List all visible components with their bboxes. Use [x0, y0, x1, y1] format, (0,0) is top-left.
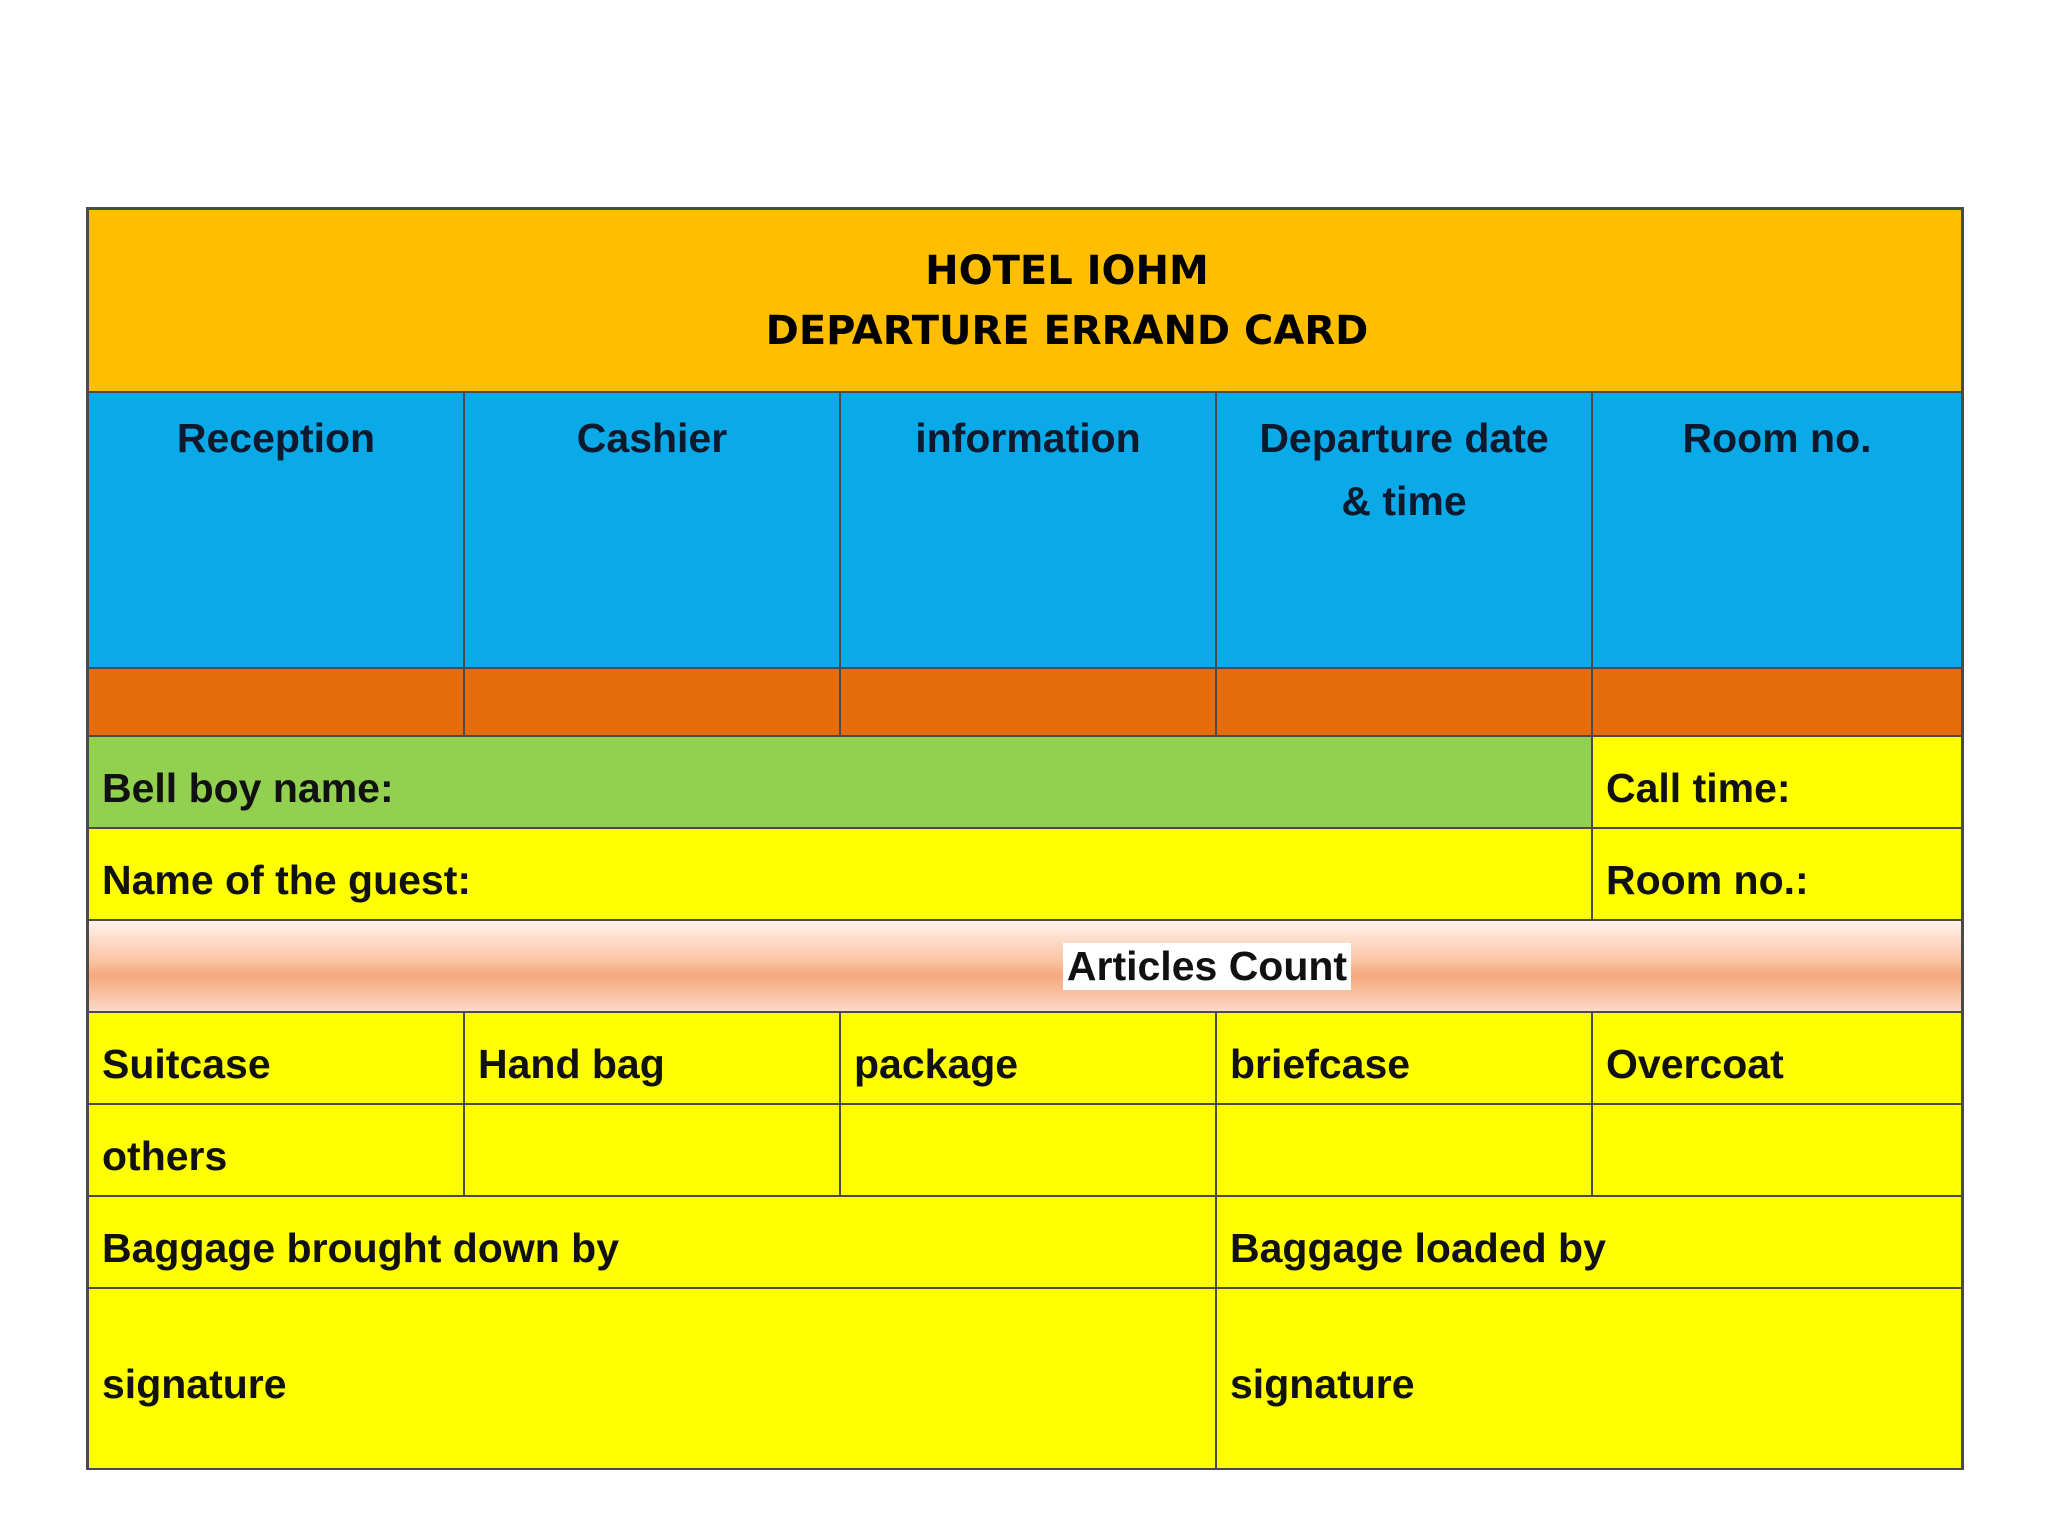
article-briefcase[interactable] — [1217, 1013, 1593, 1105]
article-overcoat-label: Overcoat — [1606, 1040, 1784, 1087]
card-name: DEPARTURE ERRAND CARD — [765, 307, 1369, 354]
guest-name-field[interactable] — [89, 829, 1593, 921]
reception-entry[interactable] — [89, 669, 465, 737]
header-departure-text: Departure date & time — [1259, 415, 1549, 524]
hotel-name: HOTEL IOHM — [925, 247, 1209, 294]
article-hand-bag[interactable] — [465, 1013, 841, 1105]
article-hand-bag-label: Hand bag — [478, 1040, 665, 1087]
room-no-entry[interactable] — [1593, 669, 1961, 737]
guest-room-no-field[interactable] — [1593, 829, 1961, 921]
others-entry-4[interactable] — [1593, 1105, 1961, 1197]
information-entry[interactable] — [841, 669, 1217, 737]
article-suitcase[interactable] — [89, 1013, 465, 1105]
articles-count-label: Articles Count — [1063, 943, 1351, 990]
card-title — [89, 210, 1961, 393]
baggage-loaded-field[interactable] — [1217, 1197, 1961, 1289]
call-time-field[interactable] — [1593, 737, 1961, 829]
bell-boy-field[interactable] — [89, 737, 1593, 829]
others-entry-3[interactable] — [1217, 1105, 1593, 1197]
others-entry-2[interactable] — [841, 1105, 1217, 1197]
cashier-entry[interactable] — [465, 669, 841, 737]
departure-entry[interactable] — [1217, 669, 1593, 737]
header-cashier: Cashier — [465, 393, 841, 669]
signature-right-label: signature — [1230, 1361, 1415, 1407]
baggage-brought-down-field[interactable] — [89, 1197, 1217, 1289]
article-others[interactable] — [89, 1105, 465, 1197]
baggage-loaded-label: Baggage loaded by — [1230, 1224, 1606, 1271]
guest-room-no-label: Room no.: — [1606, 856, 1809, 903]
header-room-no: Room no. — [1593, 393, 1961, 669]
header-departure-date-time — [1217, 393, 1593, 669]
article-package-label: package — [854, 1040, 1019, 1087]
bell-boy-label: Bell boy name: — [102, 764, 394, 811]
departure-errand-card — [86, 207, 1964, 1470]
call-time-label: Call time: — [1606, 764, 1791, 811]
articles-count-banner — [89, 921, 1961, 1013]
signature-left-field[interactable] — [89, 1289, 1217, 1468]
signature-right-field[interactable] — [1217, 1289, 1961, 1468]
header-reception: Reception — [89, 393, 465, 669]
others-entry-1[interactable] — [465, 1105, 841, 1197]
signature-left-label: signature — [102, 1361, 287, 1407]
header-information: information — [841, 393, 1217, 669]
article-package[interactable] — [841, 1013, 1217, 1105]
guest-name-label: Name of the guest: — [102, 856, 472, 903]
article-briefcase-label: briefcase — [1230, 1040, 1411, 1087]
article-overcoat[interactable] — [1593, 1013, 1961, 1105]
baggage-brought-down-label: Baggage brought down by — [102, 1224, 620, 1271]
article-suitcase-label: Suitcase — [102, 1040, 271, 1087]
article-others-label: others — [102, 1132, 228, 1179]
